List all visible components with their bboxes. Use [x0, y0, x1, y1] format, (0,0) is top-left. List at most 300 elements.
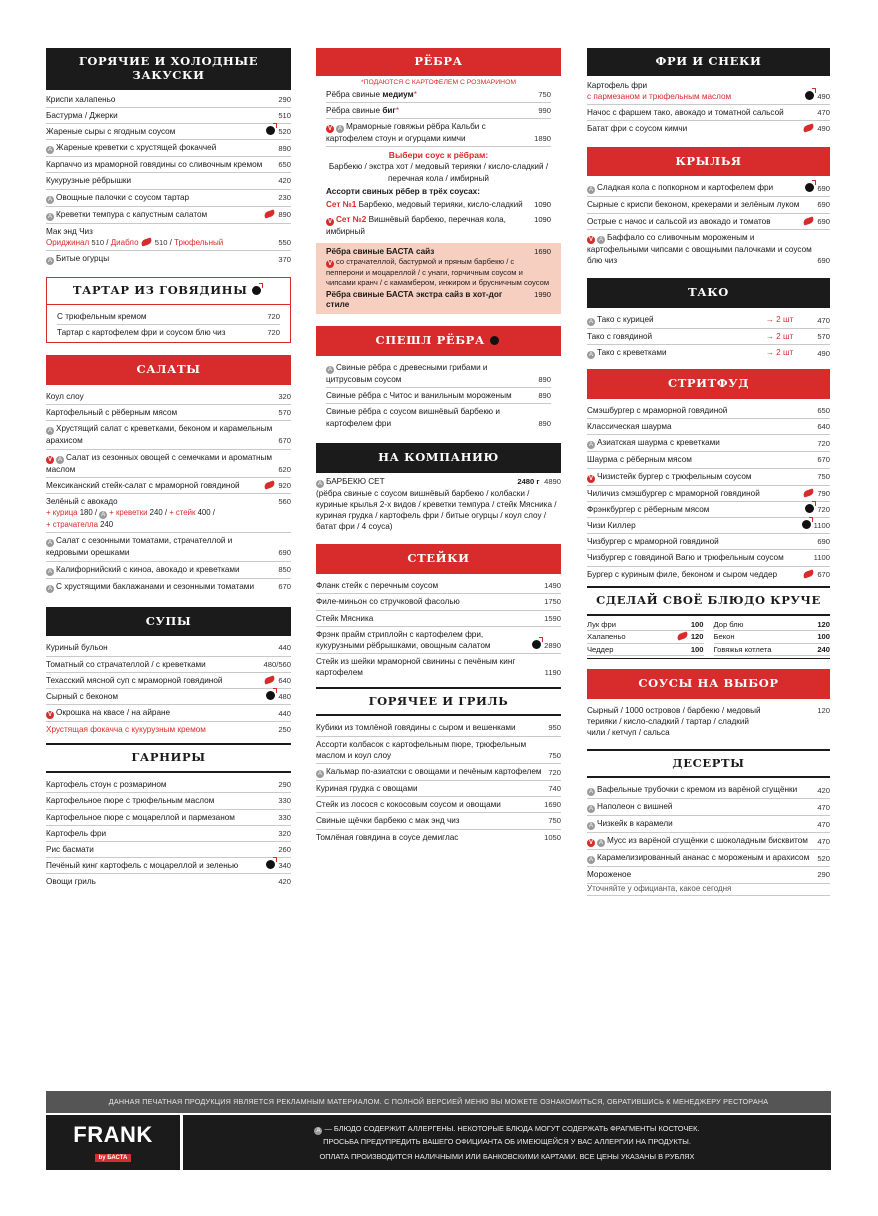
item-name: Баффало со сливочным мороженым и картофельными чипсами с овощными палочками и соусом блю чиз [587, 232, 812, 266]
menu-item[interactable] [587, 452, 830, 468]
menu-item[interactable] [587, 816, 830, 833]
menu-item[interactable] [587, 486, 830, 502]
price-wrap [817, 619, 830, 631]
item-name-wrap [587, 216, 799, 227]
menu-item[interactable] [46, 722, 291, 737]
price-wrap [266, 126, 291, 137]
allergen-icon: A [598, 840, 603, 847]
price: 690 [817, 256, 830, 266]
allergen-icon: A [588, 352, 593, 359]
item-name-wrap [46, 779, 274, 790]
price: 690 [817, 200, 830, 210]
menu-item[interactable] [316, 627, 561, 654]
menu-item[interactable] [46, 478, 291, 494]
price-wrap [278, 844, 291, 855]
price: 120 [817, 705, 830, 715]
menu-item[interactable] [46, 389, 291, 405]
add-chicken: + курица [46, 508, 78, 518]
menu-item[interactable] [587, 518, 830, 534]
price-wrap [817, 199, 830, 210]
item-name-wrap [46, 812, 274, 823]
price-wrap [548, 722, 561, 733]
price: 720 [817, 504, 830, 514]
item-name: Картофель фри [46, 828, 107, 838]
section-title-street: СТРИТФУД [587, 369, 830, 399]
price-wrap [264, 675, 291, 686]
menu-item[interactable] [46, 421, 291, 449]
tartar-list [46, 305, 291, 343]
menu-item[interactable] [46, 777, 291, 793]
price-wrap [266, 691, 291, 702]
item-name: Картофель стоун с розмарином [46, 780, 167, 790]
menu-item[interactable] [46, 657, 291, 673]
extra-item[interactable] [587, 644, 704, 657]
item-name-wrap [587, 504, 801, 515]
item-name: Тако с курицей [597, 315, 654, 325]
price: 1490 [544, 581, 561, 591]
price-wrap [538, 390, 551, 401]
price-wrap [817, 785, 830, 796]
price: 120 [817, 619, 830, 629]
item-name-wrap [587, 107, 813, 118]
price: 1690 [534, 247, 551, 257]
item-name: Овощи гриль [46, 877, 96, 887]
allergen-icon: A [47, 196, 52, 203]
price: 260 [278, 845, 291, 855]
section-title-extras: СДЕЛАЙ СВОЁ БЛЮДО КРУЧЕ [587, 586, 830, 616]
item-name: Мусс из варёной сгущёнки с шоколадным бисквитом [607, 836, 808, 846]
bomb-icon [266, 126, 275, 135]
extras-right [714, 619, 831, 657]
desserts-list [587, 782, 830, 883]
set-2[interactable] [316, 212, 561, 239]
menu-item[interactable] [46, 673, 291, 689]
item-name-wrap [587, 552, 810, 563]
item-name-wrap [46, 675, 260, 686]
menu-item[interactable] [587, 867, 830, 883]
item-name: Вафельные трубочки с кремом из варёной сгущёнки [597, 785, 798, 795]
item-name-wrap [326, 89, 534, 100]
item-name: Томатный со страчателлой / с креветками [46, 659, 206, 669]
item-name-wrap [587, 314, 813, 326]
pepper-icon [803, 216, 815, 225]
menu-item[interactable] [587, 469, 830, 486]
item-name: Томлёная говядина в соусе демиглас [316, 832, 459, 842]
item-name: Рёбра свиные [326, 89, 383, 99]
menu-item[interactable] [46, 207, 291, 224]
item-name: Чизбургер с говядиной Вагю и трюфельным соусом [587, 553, 784, 563]
menu-item[interactable] [326, 388, 551, 404]
qty-label: → 2 шт [765, 348, 794, 358]
item-name: Окрошка на квасе / на айране [56, 708, 171, 718]
item-name: Карпаччо из мраморной говядины со сливочным кремом [46, 160, 263, 170]
allergen-icon: A [317, 480, 322, 487]
item-name: Хрустящий салат с креветками, беконом и карамельным арахисом [46, 424, 273, 446]
price-wrap [817, 802, 830, 813]
allergen-note-2: ПРОСЬБА ПРЕДУПРЕДИТЬ ВАШЕГО ОФИЦИАНТА ОБ ИМЕЮЩЕЙСЯ У ВАС АЛЛЕРГИИ НА ПРОДУКТЫ. [323, 1137, 691, 1146]
price: 120 [690, 632, 704, 642]
price: 1990 [534, 290, 551, 300]
item-name: Свиные рёбра с соусом вишнёвый барбекю и картофелем фри [326, 407, 500, 428]
price-wrap [278, 143, 291, 154]
item-name: Мороженое [587, 870, 632, 880]
price-wrap [814, 552, 830, 563]
allergen-icon: A [57, 456, 62, 463]
menu-item[interactable] [587, 197, 830, 213]
price-wrap [278, 812, 291, 823]
menu-item[interactable] [46, 874, 291, 889]
menu-item[interactable] [316, 611, 561, 627]
price: 570 [817, 332, 830, 342]
price: 720 [548, 767, 561, 777]
price-wrap [278, 876, 291, 887]
column-left [46, 48, 291, 890]
menu-item[interactable] [587, 833, 830, 850]
allergen-note: — БЛЮДО СОДЕРЖИТ АЛЛЕРГЕНЫ. НЕКОТОРЫЕ БЛЮДА МОГУТ СОДЕРЖАТЬ ФРАГМЕНТЫ КОСТОЧЕК. [324, 1124, 700, 1133]
item-name-wrap [587, 852, 813, 864]
ribs-note: *ПОДАЮТСЯ С КАРТОФЕЛЕМ С РОЗМАРИНОМ [360, 78, 517, 86]
item-name-wrap [46, 480, 260, 491]
price: 950 [548, 723, 561, 733]
menu-item[interactable] [46, 689, 291, 705]
menu-item[interactable] [316, 578, 561, 594]
menu-item[interactable] [587, 312, 830, 329]
menu-item[interactable] [326, 103, 551, 119]
menu-item[interactable] [316, 813, 561, 829]
item-name-wrap [587, 331, 813, 342]
price-wrap [278, 724, 291, 735]
price: 320 [278, 828, 291, 838]
menu-item[interactable] [46, 108, 291, 124]
item-name-wrap [326, 121, 530, 144]
menu-item[interactable] [316, 654, 561, 680]
menu-item[interactable] [326, 87, 551, 103]
item-name-wrap [587, 835, 813, 847]
tartar-section [46, 277, 291, 343]
grill-list [316, 720, 561, 844]
price: 720 [267, 328, 280, 338]
price: 330 [278, 812, 291, 822]
price-wrap [677, 631, 704, 643]
item-name-wrap [57, 311, 263, 322]
allergen-icon: A [588, 823, 593, 830]
item-name: Картофельное пюре с моцареллой и пармезаном [46, 812, 235, 822]
item-name: Жареные сыры с ягодным соусом [46, 127, 176, 136]
soups-list [46, 640, 291, 737]
disclaimer-bar: ДАННАЯ ПЕЧАТНАЯ ПРОДУКЦИЯ ЯВЛЯЕТСЯ РЕКЛАМНЫМ МАТЕРИАЛОМ. С ПОЛНОЙ ВЕРСИЕЙ МЕНЮ ВЫ МОЖЕТЕ ОЗНАКОМИТЬСЯ, ОБРАТИВШИСЬ К МЕНЕДЖЕРУ РЕСТОРАНА [46, 1091, 831, 1113]
bomb-icon [802, 520, 811, 529]
menu-item[interactable] [587, 105, 830, 121]
price: 480 [278, 692, 291, 702]
menu-item[interactable] [316, 781, 561, 797]
section-title-hot-cold: ГОРЯЧИЕ И ХОЛОДНЫЕ ЗАКУСКИ [46, 48, 291, 90]
menu-item[interactable] [587, 345, 830, 361]
assorti-title: Ассорти свиных рёбер в трёх соусах: [326, 186, 480, 196]
price: 100 [817, 632, 830, 642]
extra-item[interactable] [714, 631, 831, 644]
price: 1590 [544, 613, 561, 623]
bomb-icon [805, 504, 814, 513]
item-name: Мраморные говяжьи рёбра Кальби с картофелем стоун и огурцами кимчи [326, 122, 486, 144]
item-size: биг [382, 106, 396, 115]
menu-item[interactable] [587, 121, 830, 136]
column-middle [316, 48, 561, 845]
menu-item[interactable] [46, 533, 291, 561]
price: 290 [278, 94, 291, 104]
item-name: Коул слоу [46, 392, 84, 402]
item-name-wrap [326, 105, 534, 116]
menu-item[interactable] [46, 842, 291, 858]
sauces-item[interactable] [587, 703, 830, 741]
price: 790 [817, 488, 830, 498]
extra-item[interactable] [714, 644, 831, 657]
menu-item[interactable] [587, 435, 830, 452]
item-name: Батат фри с соусом кимчи [587, 124, 688, 134]
price-wrap [278, 94, 291, 105]
menu-item[interactable] [46, 810, 291, 826]
menu-item[interactable] [46, 562, 291, 579]
street-list [587, 403, 830, 582]
bomb-icon [490, 336, 499, 345]
special-list [316, 360, 561, 431]
menu-item[interactable] [326, 119, 551, 147]
hot-cold-list [46, 92, 291, 224]
pepper-icon [264, 480, 276, 489]
menu-item-fries-truffle[interactable] [587, 78, 830, 105]
item-name-wrap [46, 423, 274, 446]
menu-item[interactable] [57, 309, 280, 325]
allergen-icon: A [47, 585, 52, 592]
basta-extra-title: Рёбра свиные БАСТА экстра сайз в хот-дог стиле [326, 290, 503, 310]
bomb-icon [252, 286, 261, 295]
pepper-icon [264, 675, 276, 684]
menu-item-mac[interactable]: Мак энд Чиз Ориджинал 510 / Диабло 510 / Трюфельный 550 [46, 224, 291, 251]
price: 670 [278, 582, 291, 592]
item-name: Рис басмати [46, 845, 94, 855]
extra-name: Халапеньо [587, 632, 626, 642]
extra-item[interactable] [587, 631, 704, 644]
sauces-text: Сырный / 1000 островов / барбекю / медовый терияки / кисло-сладкий / тартар / сладкий чили / кетчуп / сальса [587, 705, 761, 738]
menu-item[interactable] [587, 534, 830, 550]
menu-item[interactable] [587, 567, 830, 582]
price-wrap [544, 596, 561, 607]
menu-item-avocado[interactable]: Зелёный с авокадо 560 + курица 180 / A + креветки 240 / + стейк 400 / + страчателла 240 [46, 494, 291, 533]
menu-item[interactable] [46, 92, 291, 108]
price: 690 [817, 216, 830, 226]
price: 990 [538, 106, 551, 115]
bomb-icon [805, 91, 814, 100]
price: 340 [278, 861, 291, 871]
menu-item[interactable] [316, 737, 561, 764]
allergen-icon: A [47, 258, 52, 265]
price-wrap [817, 869, 830, 880]
menu-item[interactable] [587, 180, 830, 197]
item-name-wrap [46, 94, 274, 105]
basta-desc: со страчателлой, бастурмой и пряным барбекю / с пепперони и моцареллой / с унаги, горчичным соусом и чипсами кранч / с камамбером, инжиром и брусничным соусом [326, 257, 550, 288]
set-label: Сет №1 [326, 199, 357, 209]
price: 890 [538, 418, 551, 428]
item-name: Куриная грудка с овощами [316, 784, 418, 794]
section-title-salads: САЛАТЫ [46, 355, 291, 385]
item-name: Калифорнийский с киноа, авокадо и креветками [56, 564, 240, 574]
price: 230 [278, 193, 291, 203]
item-name-wrap [316, 596, 540, 607]
menu-item[interactable] [587, 550, 830, 566]
price: 1100 [813, 553, 830, 563]
item-name-wrap [326, 390, 534, 401]
price-wrap [548, 750, 561, 761]
price-wrap [278, 708, 291, 719]
price-wrap [544, 613, 561, 624]
item-name: С хрустящими баклажанами и сезонными томатами [56, 581, 255, 591]
set-desc: (рёбра свиные с соусом вишнёвый барбекю / колбаски / куриные крылья 2-х видов / креветки темпура / стейк Мясника / куриная грудка / картофель фри / битые огурцы / коул слоу / батат фри / 4 соуса) [316, 488, 557, 532]
menu-item[interactable] [326, 404, 551, 430]
item-name: Техасский мясной суп с мраморной говядиной [46, 675, 223, 685]
section-title-sauces: СОУСЫ НА ВЫБОР [587, 669, 830, 699]
price: 670 [817, 455, 830, 465]
menu-item[interactable] [587, 502, 830, 518]
item-name-wrap [316, 799, 540, 810]
price-wrap [817, 471, 830, 482]
menu-item[interactable] [316, 830, 561, 845]
menu-item[interactable] [46, 157, 291, 173]
basta-box[interactable] [316, 243, 561, 314]
vegan-icon: V [588, 840, 593, 847]
menu-item[interactable] [46, 793, 291, 809]
price-wrap [691, 619, 704, 631]
price: 720 [817, 439, 830, 449]
item-name-wrap [46, 407, 274, 418]
price-wrap [264, 659, 291, 670]
price: 640 [278, 675, 291, 685]
menu-item[interactable] [587, 214, 830, 230]
section-title-sides: ГАРНИРЫ [46, 743, 291, 773]
item-name-wrap [46, 707, 274, 719]
set-name: БАРБЕКЮ СЕТ [326, 476, 385, 486]
menu-item[interactable] [46, 579, 291, 595]
item-name: Зелёный с авокадо [46, 497, 118, 507]
basta-title: Рёбра свиные БАСТА сайз [326, 247, 435, 257]
price: 690 [278, 548, 291, 558]
item-name: Кальмар по-азиатски с овощами и печёным картофелем [326, 767, 542, 777]
item-name-wrap [587, 123, 799, 134]
menu-item[interactable] [587, 230, 830, 268]
add-steak: + стейк [169, 508, 196, 518]
extra-name: Чеддер [587, 644, 614, 654]
vegan-icon: V [47, 456, 52, 463]
set-1[interactable] [316, 197, 561, 212]
menu-item[interactable] [46, 140, 291, 157]
section-title-special: СПЕШЛ РЁБРА [316, 326, 561, 356]
extra-item[interactable] [714, 619, 831, 632]
item-name-wrap [587, 199, 813, 210]
bbq-set[interactable] [316, 473, 561, 533]
price: 920 [278, 480, 291, 490]
price: 2890 [544, 641, 561, 651]
price-wrap [278, 564, 291, 575]
allergen-icon: A [101, 512, 106, 519]
price: 290 [278, 780, 291, 790]
menu-item[interactable] [316, 764, 561, 781]
menu-item[interactable] [46, 405, 291, 421]
price-wrap [278, 464, 291, 475]
menu-item[interactable] [587, 329, 830, 345]
allergen-icon: A [588, 789, 593, 796]
menu-item[interactable] [46, 705, 291, 722]
item-name-wrap [587, 421, 813, 432]
item-name-wrap [587, 347, 813, 359]
menu-item[interactable] [316, 797, 561, 813]
menu-item[interactable] [316, 594, 561, 610]
price: 1190 [544, 668, 561, 678]
menu-item[interactable] [587, 403, 830, 419]
price-wrap [278, 159, 291, 170]
price: 420 [278, 176, 291, 186]
item-name: Бургер с куриным филе, беконом и сыром чеддер [587, 569, 778, 579]
price: 1690 [544, 800, 561, 810]
price-wrap [278, 642, 291, 653]
menu-item-pickles[interactable] [46, 251, 291, 267]
menu-item[interactable] [587, 419, 830, 435]
price-wrap [278, 795, 291, 806]
salads-list [46, 389, 291, 494]
price: 750 [548, 816, 561, 826]
extra-name: Дор блю [713, 619, 744, 629]
menu-item[interactable] [46, 640, 291, 656]
menu-item[interactable] [57, 325, 280, 340]
allergen-icon: A [598, 236, 603, 243]
item-name: Овощные палочки с соусом тартар [56, 192, 190, 202]
add-stracciatella: + страчателла [46, 520, 98, 530]
vegan-icon: V [327, 261, 332, 268]
price-wrap [817, 819, 830, 830]
menu-item[interactable] [46, 124, 291, 140]
item-name-wrap [46, 126, 262, 137]
price-wrap [278, 407, 291, 418]
menu-item[interactable] [326, 360, 551, 388]
item-name: Наполеон с вишней [597, 802, 673, 812]
extra-item[interactable] [587, 619, 704, 632]
qty-label: → 2 шт [765, 332, 794, 342]
price-wrap [817, 405, 830, 416]
item-name: Чизи Киллер [587, 521, 636, 531]
price: 470 [817, 108, 830, 118]
item-name-wrap [46, 535, 274, 558]
menu-item[interactable] [46, 173, 291, 189]
item-name: Чизбургер с мраморной говядиной [587, 537, 719, 547]
menu-item[interactable] [46, 450, 291, 478]
allergen-icon: A [588, 806, 593, 813]
menu-item[interactable] [587, 799, 830, 816]
menu-item[interactable] [587, 782, 830, 799]
item-name: Чизкейк в карамели [597, 819, 673, 829]
vegan-icon: V [327, 126, 332, 133]
item-name-wrap [326, 362, 534, 385]
menu-item[interactable] [46, 826, 291, 842]
extra-name: Лук фри [587, 619, 617, 629]
bomb-icon [266, 691, 275, 700]
menu-item[interactable] [46, 858, 291, 874]
vegan-icon: V [327, 219, 332, 226]
price-wrap [805, 183, 830, 194]
menu-item[interactable] [316, 720, 561, 736]
price: 620 [278, 464, 291, 474]
item-name: Креветки темпура с капустным салатом [56, 209, 208, 219]
menu-item[interactable] [46, 190, 291, 207]
menu-item[interactable] [587, 850, 830, 867]
allergen-icon: A [316, 1128, 321, 1134]
price-wrap [278, 779, 291, 790]
